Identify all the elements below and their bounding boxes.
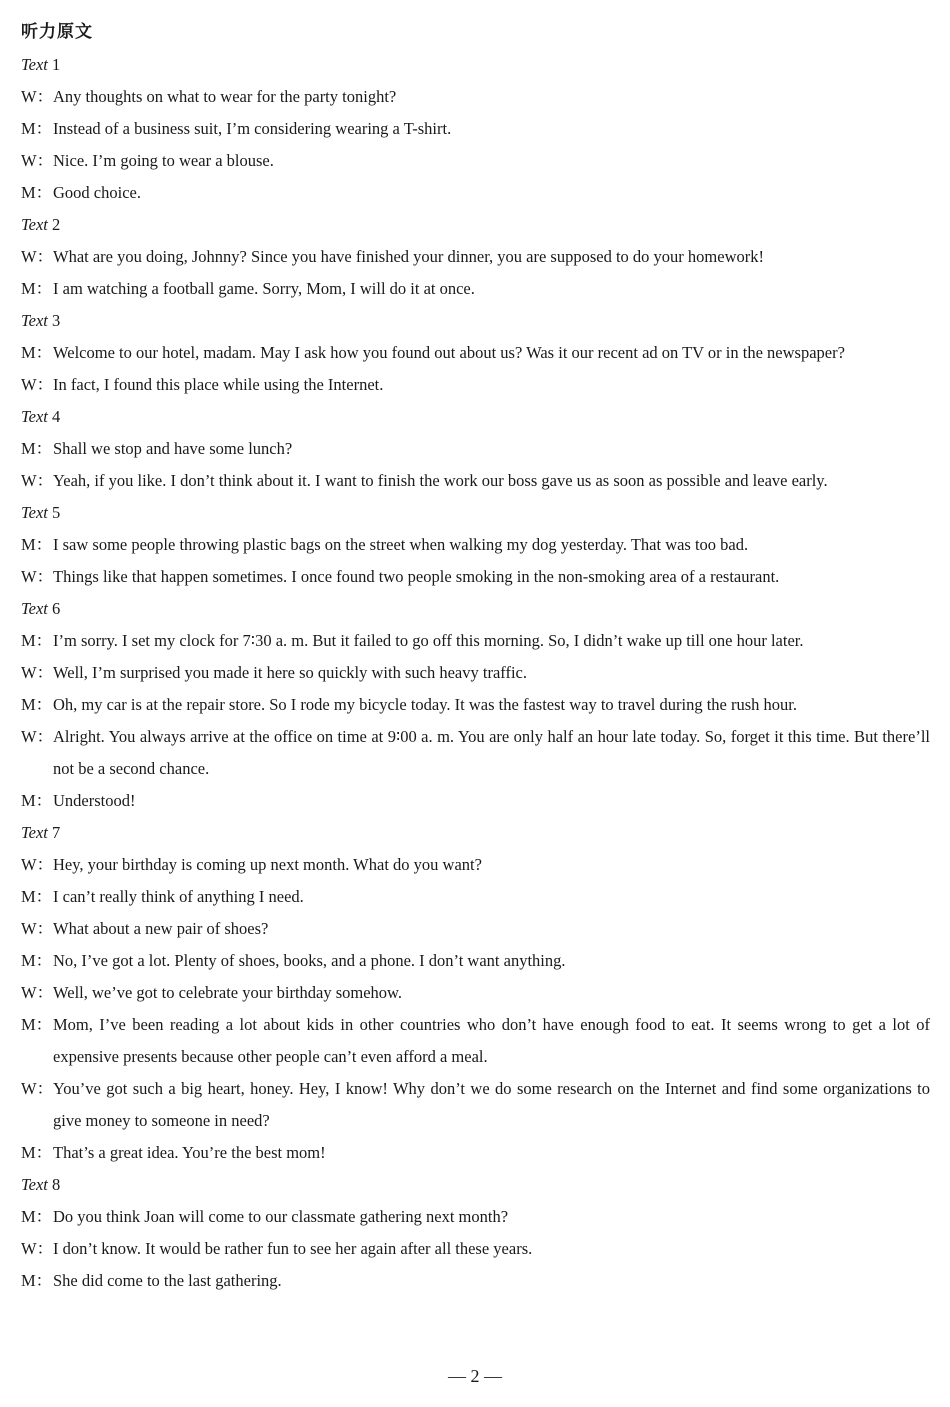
- utterance-text: Oh, my car is at the repair store. So I rode my bicycle today. It was the fastest way to travel during the rush hour.: [53, 695, 797, 714]
- dialogue-line: [21, 1233, 930, 1265]
- dialogue-line: [21, 561, 930, 593]
- utterance-text: I saw some people throwing plastic bags on the street when walking my dog yesterday. That was too bad.: [53, 535, 749, 554]
- dialogue-line: [21, 337, 930, 369]
- dialogue-line: [21, 529, 930, 561]
- dialogue-line: [21, 1073, 930, 1137]
- speaker-label: W：: [21, 247, 54, 266]
- text-label-word: Text: [21, 215, 48, 234]
- utterance-text: I don’t know. It would be rather fun to see her again after all these years.: [53, 1239, 533, 1258]
- page-title: 听力原文: [21, 22, 93, 42]
- utterance-text: I am watching a football game. Sorry, Mom, I will do it at once.: [53, 279, 475, 298]
- speaker-label: M：: [21, 343, 53, 362]
- speaker-label: W：: [21, 727, 54, 746]
- speaker-label: W：: [21, 855, 54, 874]
- speaker-label: M：: [21, 887, 53, 906]
- speaker-label: W：: [21, 983, 54, 1002]
- utterance-text: You’ve got such a big heart, honey. Hey, I know! Why don’t we do some research on the Internet and find some organizations to give money to someone in need?: [53, 1079, 930, 1130]
- utterance-text: Any thoughts on what to wear for the party tonight?: [53, 87, 397, 106]
- dialogue-line: [21, 689, 930, 721]
- speaker-label: W：: [21, 1239, 54, 1258]
- dialogue-line: [21, 465, 930, 497]
- dialogue-line: [21, 657, 930, 689]
- text-label-word: Text: [21, 407, 48, 426]
- speaker-label: W：: [21, 567, 54, 586]
- speaker-label: M：: [21, 1271, 53, 1290]
- speaker-label: M：: [21, 951, 53, 970]
- text-label-number: 6: [52, 599, 61, 618]
- text-label-number: 1: [52, 55, 61, 74]
- text-label-number: 5: [52, 503, 61, 522]
- utterance-text: Alright. You always arrive at the office on time at 9∶00 a. m. You are only half an hour late today. So, forget it this time. But there’ll not be a second chance.: [53, 727, 930, 778]
- speaker-label: M：: [21, 535, 53, 554]
- text-section-label: [21, 305, 930, 337]
- speaker-label: W：: [21, 919, 54, 938]
- speaker-label: M：: [21, 279, 53, 298]
- text-section-label: [21, 401, 930, 433]
- transcript-body: [21, 49, 930, 1297]
- dialogue-line: [21, 945, 930, 977]
- dialogue-line: [21, 1265, 930, 1297]
- utterance-text: I’m sorry. I set my clock for 7∶30 a. m. But it failed to go off this morning. So, I didn’t wake up till one hour later.: [53, 631, 804, 650]
- dialogue-line: [21, 241, 930, 273]
- dialogue-line: [21, 433, 930, 465]
- speaker-label: M：: [21, 631, 53, 650]
- text-section-label: [21, 209, 930, 241]
- speaker-label: W：: [21, 87, 54, 106]
- text-label-word: Text: [21, 503, 48, 522]
- text-label-number: 3: [52, 311, 61, 330]
- utterance-text: No, I’ve got a lot. Plenty of shoes, books, and a phone. I don’t want anything.: [53, 951, 566, 970]
- document-page: [21, 17, 930, 1297]
- dialogue-line: [21, 273, 930, 305]
- utterance-text: Instead of a business suit, I’m considering wearing a T-shirt.: [53, 119, 452, 138]
- page-number: — 2 —: [448, 1366, 502, 1386]
- utterance-text: I can’t really think of anything I need.: [53, 887, 304, 906]
- dialogue-line: [21, 177, 930, 209]
- text-label-word: Text: [21, 1175, 48, 1194]
- text-section-label: [21, 49, 930, 81]
- speaker-label: M：: [21, 791, 53, 810]
- dialogue-line: [21, 1201, 930, 1233]
- utterance-text: Well, we’ve got to celebrate your birthday somehow.: [53, 983, 403, 1002]
- text-section-label: [21, 497, 930, 529]
- speaker-label: M：: [21, 1015, 53, 1034]
- text-label-number: 2: [52, 215, 61, 234]
- utterance-text: Understood!: [53, 791, 136, 810]
- speaker-label: W：: [21, 151, 54, 170]
- speaker-label: M：: [21, 695, 53, 714]
- dialogue-line: [21, 1137, 930, 1169]
- dialogue-line: [21, 849, 930, 881]
- dialogue-line: [21, 913, 930, 945]
- utterance-text: She did come to the last gathering.: [53, 1271, 282, 1290]
- utterance-text: That’s a great idea. You’re the best mom!: [53, 1143, 326, 1162]
- speaker-label: M：: [21, 119, 53, 138]
- text-section-label: [21, 1169, 930, 1201]
- dialogue-line: [21, 721, 930, 785]
- dialogue-line: [21, 145, 930, 177]
- text-label-word: Text: [21, 823, 48, 842]
- dialogue-line: [21, 881, 930, 913]
- utterance-text: In fact, I found this place while using the Internet.: [53, 375, 384, 394]
- speaker-label: W：: [21, 663, 54, 682]
- speaker-label: W：: [21, 471, 54, 490]
- utterance-text: Do you think Joan will come to our classmate gathering next month?: [53, 1207, 509, 1226]
- speaker-label: M：: [21, 439, 53, 458]
- text-section-label: [21, 593, 930, 625]
- dialogue-line: [21, 625, 930, 657]
- text-label-number: 8: [52, 1175, 61, 1194]
- utterance-text: Hey, your birthday is coming up next month. What do you want?: [53, 855, 482, 874]
- utterance-text: What are you doing, Johnny? Since you have finished your dinner, you are supposed to do your homework!: [53, 247, 764, 266]
- text-label-number: 7: [52, 823, 61, 842]
- utterance-text: Yeah, if you like. I don’t think about it. I want to finish the work our boss gave us as soon as possible and leave early.: [53, 471, 828, 490]
- utterance-text: Good choice.: [53, 183, 141, 202]
- text-label-word: Text: [21, 55, 48, 74]
- speaker-label: M：: [21, 1143, 53, 1162]
- text-label-word: Text: [21, 599, 48, 618]
- speaker-label: W：: [21, 375, 54, 394]
- dialogue-line: [21, 81, 930, 113]
- text-label-word: Text: [21, 311, 48, 330]
- speaker-label: M：: [21, 183, 53, 202]
- utterance-text: Welcome to our hotel, madam. May I ask how you found out about us? Was it our recent ad on TV or in the newspaper?: [53, 343, 845, 362]
- dialogue-line: [21, 113, 930, 145]
- utterance-text: What about a new pair of shoes?: [53, 919, 269, 938]
- speaker-label: M：: [21, 1207, 53, 1226]
- dialogue-line: [21, 977, 930, 1009]
- utterance-text: Shall we stop and have some lunch?: [53, 439, 293, 458]
- utterance-text: Things like that happen sometimes. I once found two people smoking in the non-smoking area of a restaurant.: [53, 567, 780, 586]
- dialogue-line: [21, 1009, 930, 1073]
- dialogue-line: [21, 369, 930, 401]
- dialogue-line: [21, 785, 930, 817]
- speaker-label: W：: [21, 1079, 54, 1098]
- text-label-number: 4: [52, 407, 61, 426]
- text-section-label: [21, 817, 930, 849]
- utterance-text: Well, I’m surprised you made it here so quickly with such heavy traffic.: [53, 663, 527, 682]
- utterance-text: Mom, I’ve been reading a lot about kids in other countries who don’t have enough food to eat. It seems wrong to get a lot of expensive presents because other people can’t even afford a meal.: [53, 1015, 930, 1066]
- utterance-text: Nice. I’m going to wear a blouse.: [53, 151, 274, 170]
